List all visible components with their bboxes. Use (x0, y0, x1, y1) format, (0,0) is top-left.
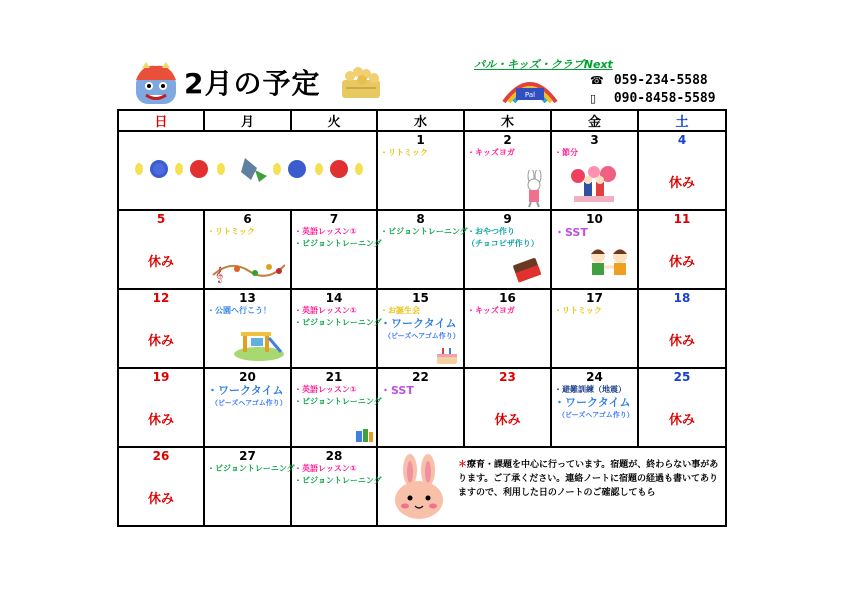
holiday-label: 休み (668, 255, 695, 270)
day-number: 17 (586, 291, 603, 305)
event-setsubun: ・節分 (554, 148, 578, 157)
note-text (458, 458, 720, 500)
day-cell (291, 289, 382, 368)
day-cell (377, 131, 464, 210)
day-cell (464, 368, 551, 447)
event-english: ・英語レッスン① (294, 227, 357, 236)
event-worktime-sub: （ビーズヘアゴム作り） (211, 399, 287, 407)
event-rhythmic: ・リトミック (207, 227, 255, 236)
playground-icon (233, 328, 285, 362)
event-vision: ・ビジョントレーニング (294, 397, 382, 406)
day-number: 1 (416, 133, 425, 147)
children-icon (586, 247, 632, 283)
day-number: 22 (412, 370, 429, 384)
svg-text:𝄞: 𝄞 (215, 267, 224, 283)
day-number: 21 (325, 370, 343, 384)
holiday-label: 休み (147, 255, 174, 270)
weekday-sun: 日 (118, 110, 204, 131)
day-cell (377, 368, 464, 447)
weekday-thu: 木 (464, 110, 551, 131)
day-number: 27 (239, 449, 256, 463)
day-number: 14 (325, 291, 343, 305)
holiday-label: 休み (147, 492, 174, 507)
weekday-sat: 土 (638, 110, 726, 131)
tel-icon: ☎ (590, 74, 604, 87)
weekday-wed: 水 (377, 110, 464, 131)
header (0, 0, 842, 110)
day-number: 2 (503, 133, 512, 147)
event-vision: ・ビジョントレーニング (294, 318, 382, 327)
page-title: 2月の予定 (184, 67, 321, 100)
day-number: 4 (677, 133, 687, 147)
day-number: 15 (412, 291, 429, 305)
empty-days-cell (118, 131, 377, 210)
week-row-2 (118, 210, 726, 289)
day-number: 24 (586, 370, 603, 384)
day-cell (551, 368, 638, 447)
day-number: 7 (329, 212, 339, 226)
day-cell (118, 447, 204, 526)
day-cell (118, 289, 204, 368)
day-number: 28 (325, 449, 343, 463)
day-number: 8 (416, 212, 425, 226)
event-vision: ・ビジョントレーニング (207, 464, 295, 473)
event-evacuation-drill: ・避難訓練（地震） (554, 385, 626, 394)
holiday-label: 休み (668, 334, 695, 349)
event-rhythmic: ・リトミック (380, 148, 428, 157)
weekday-mon: 月 (204, 110, 291, 131)
event-worktime: ・ワークタイム (380, 317, 457, 330)
event-sst: ・SST (554, 226, 588, 239)
day-number: 16 (499, 291, 516, 305)
event-vision: ・ビジョントレーニング (294, 476, 382, 485)
calendar-table (117, 109, 727, 527)
event-rhythmic: ・リトミック (554, 306, 602, 315)
mobile-number: 090-8458-5589 (613, 91, 716, 106)
week-row-3 (118, 289, 726, 368)
day-cell (377, 210, 468, 289)
holiday-label: 休み (668, 176, 695, 191)
music-notes-icon (211, 255, 285, 283)
day-cell (551, 210, 638, 289)
day-cell (638, 368, 726, 447)
holiday-label: 休み (147, 334, 174, 349)
day-cell (551, 289, 638, 368)
mobile-line (590, 91, 716, 106)
day-number: 19 (152, 370, 170, 384)
phone-number: 059-234-5588 (613, 73, 708, 88)
hina-dolls-icon (568, 164, 620, 204)
day-number: 25 (673, 370, 691, 384)
day-cell (377, 289, 464, 368)
rabbit-icon (392, 454, 446, 520)
event-english: ・英語レッスン① (294, 306, 357, 315)
day-cell (204, 368, 291, 447)
event-vision: ・ビジョントレーニング (294, 239, 382, 248)
day-cell (118, 368, 204, 447)
day-cell (204, 210, 291, 289)
club-logo (502, 72, 558, 106)
event-snack-sub: （チョコピザ作り） (467, 239, 539, 248)
day-number: 5 (156, 212, 166, 226)
beans-icon (338, 60, 384, 100)
day-cell (638, 131, 726, 210)
svg-text:Pal: Pal (524, 91, 536, 99)
weekday-tue: 火 (291, 110, 377, 131)
event-worktime: ・ワークタイム (207, 384, 284, 397)
day-cell (204, 447, 295, 526)
day-number: 20 (239, 370, 256, 384)
day-number: 6 (243, 212, 252, 226)
day-cell (638, 289, 726, 368)
chocolate-icon (511, 255, 545, 285)
holiday-label: 休み (147, 413, 174, 428)
oni-beans-decoration-icon (125, 154, 365, 184)
event-kids-yoga: ・キッズヨガ (467, 306, 515, 315)
day-cell (464, 210, 551, 289)
day-number: 26 (152, 449, 170, 463)
week-row-1 (118, 131, 726, 210)
day-number: 10 (586, 212, 603, 226)
event-worktime-sub: （ビーズヘアゴム作り） (558, 411, 634, 419)
day-number: 12 (152, 291, 170, 305)
day-number: 18 (673, 291, 691, 305)
event-kids-yoga: ・キッズヨガ (467, 148, 515, 157)
books-icon (354, 425, 374, 443)
event-vision: ・ビジョントレーニング (380, 227, 468, 236)
day-cell (464, 289, 551, 368)
day-cell (291, 210, 382, 289)
weekday-header-row (118, 110, 726, 131)
event-birthday: ・お誕生会 (380, 306, 420, 315)
event-sst: ・SST (380, 384, 414, 397)
note-body: 療育・課題を中心に行っています。宿題が、終わらない事があります。ご了承ください。連絡ノートに宿題の経過も書いてありますので、利用した日のノートのご確認してもら (458, 460, 719, 498)
day-cell (638, 210, 726, 289)
day-cell (118, 210, 204, 289)
event-english: ・英語レッスン① (294, 385, 357, 394)
weekday-fri: 金 (551, 110, 638, 131)
event-english: ・英語レッスン① (294, 464, 357, 473)
rabbit-yoga-icon (521, 170, 547, 208)
holiday-label: 休み (668, 413, 695, 428)
day-cell (204, 289, 291, 368)
club-name: パル・キッズ・クラブNext (474, 58, 613, 71)
event-park: ・公園へ行こう！ (207, 306, 271, 315)
week-row-5 (118, 447, 726, 526)
note-star: ＊ (458, 460, 468, 470)
day-cell (291, 447, 382, 526)
day-number: 13 (239, 291, 256, 305)
day-number: 11 (673, 212, 691, 226)
day-cell (464, 131, 551, 210)
day-number: 23 (499, 370, 516, 384)
day-cell (291, 368, 382, 447)
event-worktime-sub: （ビーズヘアゴム作り） (384, 332, 460, 340)
week-row-4 (118, 368, 726, 447)
day-number: 3 (590, 133, 599, 147)
oni-mask-icon (132, 62, 180, 106)
cake-icon (434, 346, 460, 366)
event-snack: ・おやつ作り (467, 227, 515, 236)
phone-line (590, 73, 708, 88)
day-cell (551, 131, 638, 210)
holiday-label: 休み (494, 413, 521, 428)
event-worktime: ・ワークタイム (554, 396, 631, 409)
mobile-icon: ▯ (590, 92, 597, 105)
note-cell (377, 447, 726, 526)
day-number: 9 (503, 212, 512, 226)
